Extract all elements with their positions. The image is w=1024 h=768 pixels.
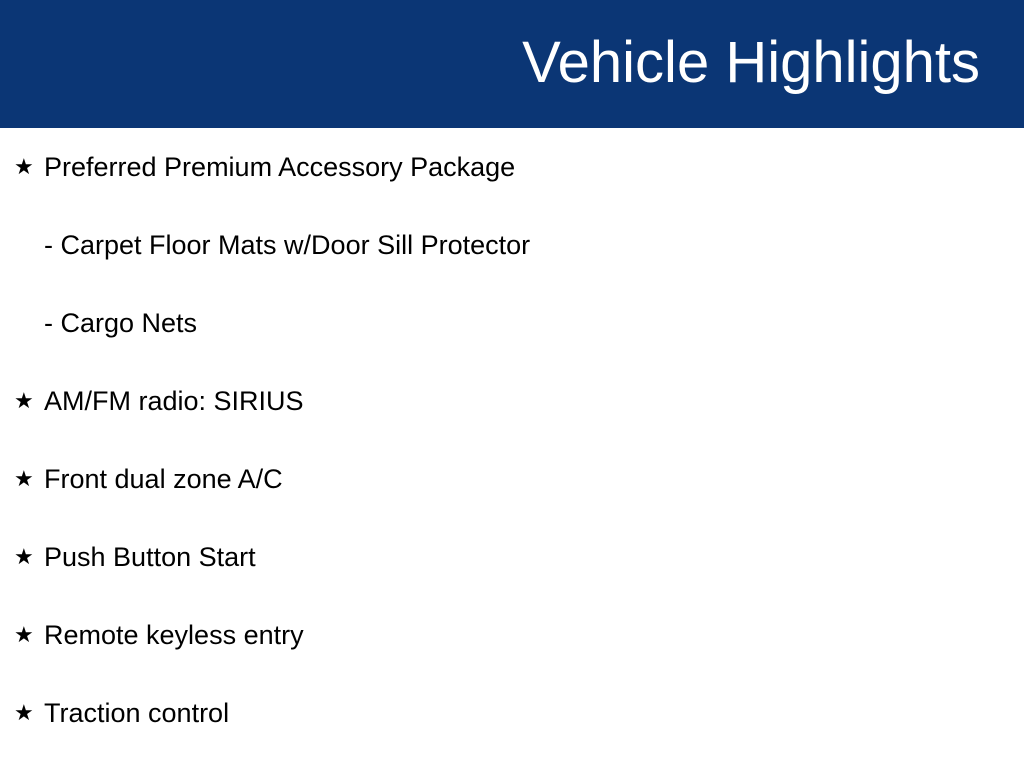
list-item [0, 206, 1024, 284]
list-item [0, 596, 1024, 674]
list-item [0, 518, 1024, 596]
list-item-label: Front dual zone A/C [44, 464, 283, 494]
list-item-label: Preferred Premium Accessory Package [44, 152, 516, 182]
list-item [0, 674, 1024, 752]
list-item-label: Push Button Start [44, 542, 256, 572]
star-bullet-icon: ★ [14, 466, 34, 491]
star-bullet-icon: ★ [14, 544, 34, 569]
star-bullet-icon: ★ [14, 154, 34, 179]
bullet-list [0, 128, 1024, 752]
list-item-label: - Carpet Floor Mats w/Door Sill Protector [44, 230, 531, 260]
list-item-label: Remote keyless entry [44, 620, 304, 650]
star-bullet-icon: ★ [14, 388, 34, 413]
list-item-label: - Cargo Nets [44, 308, 198, 338]
title-bar [0, 0, 1024, 128]
slide-body [0, 128, 1024, 768]
list-item [0, 440, 1024, 518]
star-bullet-icon: ★ [14, 622, 34, 647]
page-title: Vehicle Highlights [522, 30, 980, 95]
list-item-label: Traction control [44, 698, 230, 728]
list-item [0, 362, 1024, 440]
star-bullet-icon: ★ [14, 700, 34, 725]
list-item [0, 128, 1024, 206]
list-item [0, 284, 1024, 362]
list-item-label: AM/FM radio: SIRIUS [44, 386, 304, 416]
